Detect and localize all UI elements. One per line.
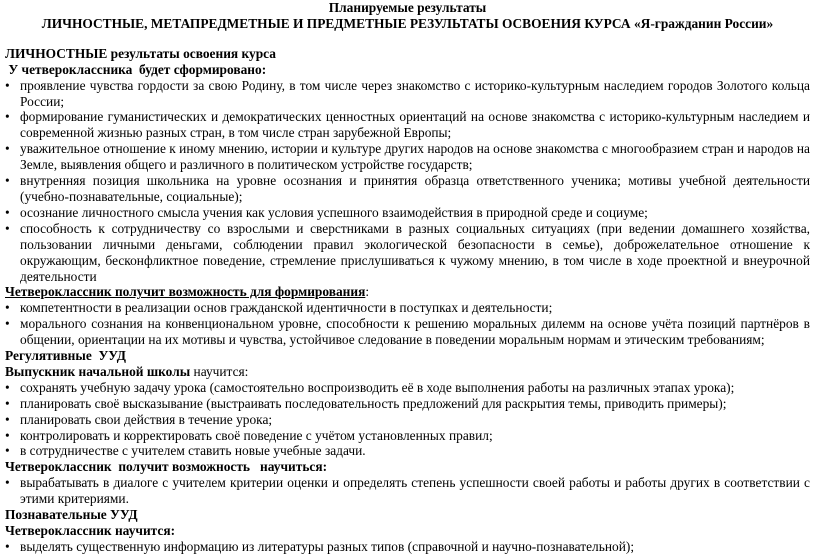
heading-colon: : (365, 284, 370, 300)
section-heading-opportunity-text: Четвероклассник получит возможность для формирования (5, 284, 366, 300)
list-item: • проявление чувства гордости за свою Родину, в том числе через знакомство с историко-культурным наследием городов Золотого кольца России; (5, 78, 810, 110)
section-subheading-personal: У четвероклассника будет сформировано: (5, 61, 267, 77)
list-item: • в сотрудничестве с учителем ставить новые учебные задачи. (5, 443, 810, 459)
document-subtitle: ЛИЧНОСТНЫЕ, МЕТАПРЕДМЕТНЫЕ И ПРЕДМЕТНЫЕ РЕЗУЛЬТАТЫ ОСВОЕНИЯ КУРСА «Я-гражданин России» (41, 15, 774, 31)
document-title: Планируемые результаты (328, 0, 487, 15)
section-heading-regulatory: Регулятивные УУД (5, 348, 126, 364)
list-item: • формирование гуманистических и демократических ценностных ориентаций на основе знакомства с историко-культурным наследием и современной жизнью разных стран, в том числе стран зарубежной Европы; (5, 109, 810, 141)
regulatory-opportunity-list (5, 475, 810, 507)
list-item: • выделять существенную информацию из литературы разных типов (справочной и научно-познавательной); (5, 539, 810, 555)
list-item: • осознание личностного смысла учения как условия успешного взаимодействия в природной среде и социуме; (5, 205, 810, 221)
list-item: • вырабатывать в диалоге с учителем критерии оценки и определять степень успешности своей работы и работы других в соответствии с этими критериями. (5, 475, 810, 507)
list-item: • внутренняя позиция школьника на уровне осознания и принятия образца ответственного ученика; мотивы учебной деятельности (учебно-познавательные, социальные); (5, 173, 810, 205)
list-item: • контролировать и корректировать своё поведение с учётом установленных правил; (5, 428, 810, 444)
list-item: • способность к сотрудничеству со взрослыми и сверстниками в разных социальных ситуациях (при ведении домашнего хозяйства, пользовании личными деньгами, соблюдении правил экологической безопасности в семье), доброжелательное отношение к окружающим, бесконфликтное поведение, стремление прислушиваться к чужому мнению, в том числе в ходе проектной и внеурочной деятельности (5, 221, 810, 285)
graduate-verb: научится: (190, 363, 249, 379)
graduate-label: Выпускник начальной школы (5, 363, 191, 379)
cognitive-list (5, 539, 810, 555)
section-subheading-regulatory (5, 364, 810, 380)
list-item: • уважительное отношение к иному мнению, истории и культуре других народов на основе знакомства с многообразием стран и народов на Земле, выявления общего и различного в политическом устройстве государств; (5, 141, 810, 173)
spacer (5, 32, 810, 46)
personal-results-list (5, 78, 810, 285)
regulatory-list (5, 380, 810, 460)
opportunity-list (5, 300, 810, 348)
section-heading-opportunity (5, 284, 810, 300)
list-item: • компетентности в реализации основ гражданской идентичности в поступках и деятельности; (5, 300, 810, 316)
section-heading-cognitive: Познавательные УУД (5, 507, 138, 523)
list-item: • морального сознания на конвенциональном уровне, способности к решению моральных дилемм на основе учёта позиций партнёров в общении, ориентации на их мотивы и чувства, устойчивое следование в поведении моральным нормам и этическим требованиям; (5, 316, 810, 348)
section-heading-personal: ЛИЧНОСТНЫЕ результаты освоения курса (5, 45, 276, 61)
section-heading-regulatory-opportunity: Четвероклассник получит возможность научиться: (5, 459, 328, 475)
list-item: • планировать своё высказывание (выстраивать последовательность предложений для раскрытия темы, приводить примеры); (5, 396, 810, 412)
section-subheading-cognitive: Четвероклассник научится: (5, 523, 176, 538)
list-item: • планировать свои действия в течение урока; (5, 412, 810, 428)
list-item: • сохранять учебную задачу урока (самостоятельно воспроизводить её в ходе выполнения работы на различных этапах урока); (5, 380, 810, 396)
